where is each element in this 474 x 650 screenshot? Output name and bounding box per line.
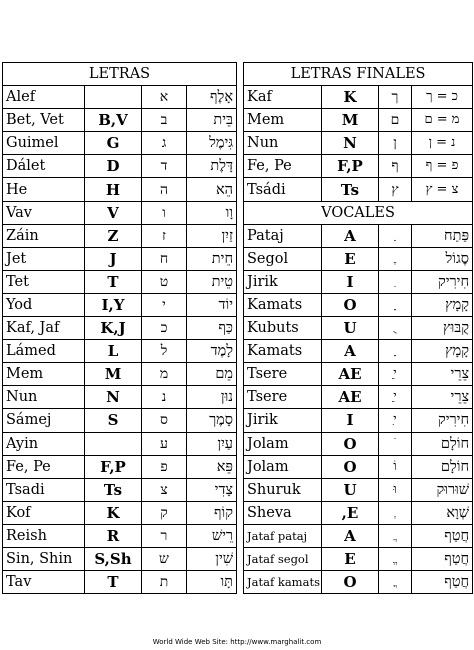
final-latin: F,P <box>322 155 379 178</box>
letter-row <box>3 455 237 478</box>
vowel-name: Kubuts <box>244 317 322 340</box>
vowel-mark <box>379 432 412 455</box>
vowel-hebrew-name: קֻבּוּץ <box>412 317 473 340</box>
vowel-hebrew-name: קָמָץ <box>412 293 473 316</box>
vowel-row <box>244 247 473 270</box>
letter-latin: N <box>85 386 142 409</box>
final-row <box>244 132 473 155</box>
letter-hebrew: ש <box>142 547 187 570</box>
vowel-row <box>244 386 473 409</box>
vowel-name: Jolam <box>244 432 322 455</box>
letter-latin: K,J <box>85 317 142 340</box>
vowel-hebrew-name: חוֹלָם <box>412 432 473 455</box>
vowel-hebrew-name: חִירִיק <box>412 270 473 293</box>
letter-row <box>3 409 237 432</box>
vowel-name: Tsere <box>244 386 322 409</box>
letter-name: Tsadi <box>3 478 85 501</box>
letter-hebrew: א <box>142 86 187 109</box>
letter-hebrew: כ <box>142 317 187 340</box>
letter-hebrew-name: נוּן <box>187 386 237 409</box>
final-forms: מ = ם <box>412 109 473 132</box>
vowel-row <box>244 317 473 340</box>
vowel-mark <box>379 270 412 293</box>
final-row <box>244 109 473 132</box>
letter-name: Bet, Vet <box>3 109 85 132</box>
letter-hebrew: ר <box>142 524 187 547</box>
letter-hebrew-name: אָלֶף <box>187 86 237 109</box>
vowel-mark <box>379 224 412 247</box>
letter-name: Mem <box>3 363 85 386</box>
letter-latin: B,V <box>85 109 142 132</box>
vowel-latin: A <box>322 224 379 247</box>
letters-header-row <box>3 63 237 86</box>
final-name: Fe, Pe <box>244 155 322 178</box>
vowel-hebrew-name: חֲטַף <box>412 547 473 570</box>
letter-hebrew-name: גִּימֶל <box>187 132 237 155</box>
letter-latin: R <box>85 524 142 547</box>
vowels-header: VOCALES <box>244 201 473 224</box>
vowel-name: Jataf kamats <box>244 571 322 594</box>
footer-website: World Wide Web Site: http://www.marghalit.com <box>152 638 322 646</box>
letter-hebrew-name: חֵית <box>187 247 237 270</box>
final-forms: פ = ף <box>412 155 473 178</box>
final-hebrew: ף <box>379 155 412 178</box>
letter-name: Lámed <box>3 340 85 363</box>
letter-row <box>3 109 237 132</box>
vowel-row <box>244 270 473 293</box>
letter-hebrew-name: טֵית <box>187 270 237 293</box>
letter-hebrew: נ <box>142 386 187 409</box>
letter-hebrew-name: פֵּא <box>187 455 237 478</box>
letter-hebrew: ק <box>142 501 187 524</box>
vowel-name: Shuruk <box>244 478 322 501</box>
vowel-mark <box>379 571 412 594</box>
vowel-row <box>244 571 473 594</box>
final-forms: כ = ך <box>412 86 473 109</box>
letter-hebrew: ג <box>142 132 187 155</box>
vowel-latin: E <box>322 547 379 570</box>
letter-name: Kof <box>3 501 85 524</box>
vowel-latin: ,E <box>322 501 379 524</box>
letter-latin: J <box>85 247 142 270</box>
finals-vowels-table <box>243 62 473 594</box>
vowel-row <box>244 524 473 547</box>
vowel-latin: O <box>322 571 379 594</box>
vowel-row <box>244 455 473 478</box>
letter-hebrew-name: בֵּית <box>187 109 237 132</box>
vowel-latin: E <box>322 247 379 270</box>
vowel-name: Jirik <box>244 270 322 293</box>
letter-hebrew: ת <box>142 571 187 594</box>
vowel-name: Kamats <box>244 340 322 363</box>
letter-hebrew-name: כַּף <box>187 317 237 340</box>
letter-hebrew-name: שִׁין <box>187 547 237 570</box>
vowel-hebrew-name: צֵרֵי <box>412 363 473 386</box>
letter-name: Alef <box>3 86 85 109</box>
letter-row <box>3 571 237 594</box>
letter-hebrew: ט <box>142 270 187 293</box>
final-hebrew: ץ <box>379 178 412 201</box>
vowel-hebrew-name: צֵרֵי <box>412 386 473 409</box>
letter-name: Záin <box>3 224 85 247</box>
vowel-mark <box>379 501 412 524</box>
vowel-name: Pataj <box>244 224 322 247</box>
vowel-hebrew-name: סֶגוֹל <box>412 247 473 270</box>
letter-row <box>3 363 237 386</box>
final-forms: נ = ן <box>412 132 473 155</box>
final-row <box>244 155 473 178</box>
letter-hebrew-name: יוֹד <box>187 293 237 316</box>
vowel-hebrew-name: שׁוּרוּק <box>412 478 473 501</box>
vowel-mark <box>379 340 412 363</box>
letter-latin: Ts <box>85 478 142 501</box>
letter-name: Guimel <box>3 132 85 155</box>
vowels-header-row <box>244 201 473 224</box>
letter-name: Yod <box>3 293 85 316</box>
letter-hebrew: ז <box>142 224 187 247</box>
final-hebrew: ם <box>379 109 412 132</box>
letter-latin: H <box>85 178 142 201</box>
vowel-name: Jataf segol <box>244 547 322 570</box>
letters-table <box>2 62 237 594</box>
letter-latin: L <box>85 340 142 363</box>
letter-hebrew-name: קוֹף <box>187 501 237 524</box>
vowel-latin: O <box>322 432 379 455</box>
vowel-mark: וּ <box>379 478 412 501</box>
letter-name: Ayin <box>3 432 85 455</box>
final-name: Nun <box>244 132 322 155</box>
letter-name: Nun <box>3 386 85 409</box>
letter-name: Tet <box>3 270 85 293</box>
letter-hebrew-name: צָדִי <box>187 478 237 501</box>
vowel-latin: I <box>322 270 379 293</box>
letter-latin: G <box>85 132 142 155</box>
letter-hebrew: פ <box>142 455 187 478</box>
letter-hebrew-name: דָּלֶת <box>187 155 237 178</box>
letter-row <box>3 524 237 547</box>
letter-hebrew: ד <box>142 155 187 178</box>
final-latin: N <box>322 132 379 155</box>
letter-hebrew-name: תָּו <box>187 571 237 594</box>
vowel-hebrew-name: חֲטַף <box>412 524 473 547</box>
vowel-hebrew-name: שְׁוָא <box>412 501 473 524</box>
letter-hebrew: ל <box>142 340 187 363</box>
letter-row <box>3 547 237 570</box>
letter-name: Fe, Pe <box>3 455 85 478</box>
letter-latin: S,Sh <box>85 547 142 570</box>
final-latin: K <box>322 86 379 109</box>
vowel-row <box>244 478 473 501</box>
vowel-mark: ֵי <box>379 386 412 409</box>
letter-row <box>3 270 237 293</box>
final-row <box>244 86 473 109</box>
vowel-mark: ִי <box>379 409 412 432</box>
final-latin: M <box>322 109 379 132</box>
final-hebrew: ך <box>379 86 412 109</box>
vowel-latin: U <box>322 317 379 340</box>
vowel-row <box>244 340 473 363</box>
vowel-row <box>244 409 473 432</box>
vowel-latin: AE <box>322 363 379 386</box>
vowel-name: Kamats <box>244 293 322 316</box>
vowel-latin: I <box>322 409 379 432</box>
letter-hebrew: צ <box>142 478 187 501</box>
vowel-hebrew-name: קָמָץ <box>412 340 473 363</box>
vowel-row <box>244 547 473 570</box>
letter-hebrew-name: לָמֶד <box>187 340 237 363</box>
final-name: Tsádi <box>244 178 322 201</box>
vowel-latin: O <box>322 455 379 478</box>
final-forms: צ = ץ <box>412 178 473 201</box>
vowel-row <box>244 432 473 455</box>
letter-latin <box>85 432 142 455</box>
vowel-latin: A <box>322 524 379 547</box>
letter-latin: T <box>85 270 142 293</box>
letter-hebrew-name: הֵא <box>187 178 237 201</box>
vowel-name: Jolam <box>244 455 322 478</box>
vowel-row <box>244 293 473 316</box>
vowel-name: Jirik <box>244 409 322 432</box>
vowel-mark <box>379 293 412 316</box>
letter-latin: M <box>85 363 142 386</box>
letter-latin <box>85 86 142 109</box>
letter-row <box>3 432 237 455</box>
final-row <box>244 178 473 201</box>
letter-row <box>3 86 237 109</box>
vowel-mark <box>379 317 412 340</box>
letter-hebrew-name: זַיִן <box>187 224 237 247</box>
letter-name: Sámej <box>3 409 85 432</box>
vowel-name: Jataf pataj <box>244 524 322 547</box>
letter-hebrew: מ <box>142 363 187 386</box>
vowel-latin: A <box>322 340 379 363</box>
letter-row <box>3 178 237 201</box>
letter-latin: V <box>85 201 142 224</box>
letter-row <box>3 132 237 155</box>
vowel-mark <box>379 247 412 270</box>
letter-name: Dálet <box>3 155 85 178</box>
letter-row <box>3 247 237 270</box>
letter-latin: D <box>85 155 142 178</box>
letter-name: Vav <box>3 201 85 224</box>
letter-row <box>3 201 237 224</box>
letter-hebrew: ע <box>142 432 187 455</box>
letter-latin: T <box>85 571 142 594</box>
letter-latin: S <box>85 409 142 432</box>
letter-row <box>3 293 237 316</box>
letter-name: Sin, Shin <box>3 547 85 570</box>
letters-header: LETRAS <box>3 63 237 86</box>
letter-latin: Z <box>85 224 142 247</box>
final-hebrew: ן <box>379 132 412 155</box>
letter-latin: K <box>85 501 142 524</box>
letter-name: Jet <box>3 247 85 270</box>
letter-row <box>3 478 237 501</box>
vowel-mark: וֹ <box>379 455 412 478</box>
letter-row <box>3 155 237 178</box>
letter-latin: F,P <box>85 455 142 478</box>
letter-name: Reish <box>3 524 85 547</box>
vowel-mark: ֵי <box>379 363 412 386</box>
letter-row <box>3 317 237 340</box>
letter-hebrew: ה <box>142 178 187 201</box>
letter-hebrew: ס <box>142 409 187 432</box>
vowel-name: Segol <box>244 247 322 270</box>
vowel-hebrew-name: חוֹלָם <box>412 455 473 478</box>
final-name: Kaf <box>244 86 322 109</box>
vowel-row <box>244 363 473 386</box>
final-name: Mem <box>244 109 322 132</box>
letter-hebrew-name: וָו <box>187 201 237 224</box>
letter-hebrew: י <box>142 293 187 316</box>
vowel-row <box>244 224 473 247</box>
vowel-hebrew-name: חִירִיק <box>412 409 473 432</box>
vowel-name: Tsere <box>244 363 322 386</box>
letter-hebrew-name: רֵישׁ <box>187 524 237 547</box>
finals-header: LETRAS FINALES <box>244 63 473 86</box>
letter-hebrew: ב <box>142 109 187 132</box>
letter-hebrew-name: עַיִן <box>187 432 237 455</box>
vowel-latin: U <box>322 478 379 501</box>
letter-hebrew: ו <box>142 201 187 224</box>
vowel-mark <box>379 547 412 570</box>
letter-name: He <box>3 178 85 201</box>
letter-row <box>3 386 237 409</box>
vowel-row <box>244 501 473 524</box>
vowel-name: Sheva <box>244 501 322 524</box>
final-latin: Ts <box>322 178 379 201</box>
letter-latin: I,Y <box>85 293 142 316</box>
letter-hebrew-name: מֵם <box>187 363 237 386</box>
letter-row <box>3 501 237 524</box>
letter-row <box>3 340 237 363</box>
letter-name: Kaf, Jaf <box>3 317 85 340</box>
vowel-hebrew-name: פַּתַח <box>412 224 473 247</box>
letter-row <box>3 224 237 247</box>
vowel-latin: O <box>322 293 379 316</box>
letter-name: Tav <box>3 571 85 594</box>
vowel-latin: AE <box>322 386 379 409</box>
vowel-mark <box>379 524 412 547</box>
letter-hebrew-name: סָמֶך <box>187 409 237 432</box>
letter-hebrew: ח <box>142 247 187 270</box>
finals-header-row <box>244 63 473 86</box>
vowel-hebrew-name: חֲטַף <box>412 571 473 594</box>
